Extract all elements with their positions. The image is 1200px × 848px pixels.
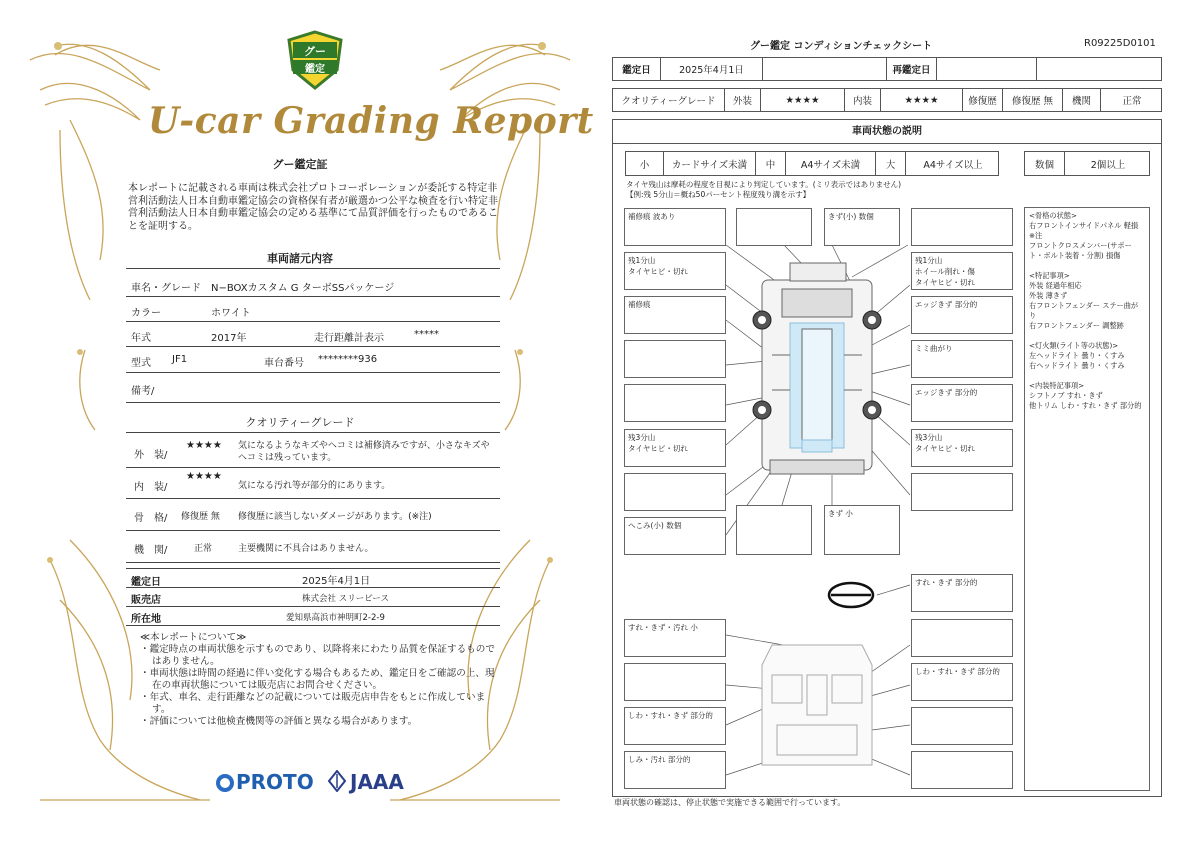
state-heading: 車両状態の説明	[613, 120, 1161, 144]
quality-row-exterior	[126, 432, 500, 468]
mileage-value: *****	[414, 329, 439, 340]
side-note-spacer	[1029, 371, 1145, 381]
name-label: 車名・グレード	[131, 283, 201, 294]
side-note: 右ヘッドライト 曇り・くすみ	[1029, 361, 1125, 370]
dealer-value: 株式会社 スリーピース	[302, 594, 389, 604]
jaaa-logo-icon	[328, 770, 346, 792]
engine-value: 正常	[1122, 96, 1142, 107]
spec-row-remarks	[126, 373, 500, 403]
spec-row-model	[126, 347, 500, 373]
ext-label: 外装	[725, 89, 761, 111]
side-note: ※注	[1029, 231, 1043, 240]
year-label: 年式	[131, 333, 151, 344]
side-note: 外装 経過年相応	[1029, 281, 1082, 290]
quality-heading: クオリティーグレード	[245, 416, 355, 429]
box-interior-left-2	[624, 663, 726, 701]
address-row	[126, 607, 500, 626]
quality-row-frame	[126, 499, 500, 531]
frame-value: 修復歴 無	[181, 512, 220, 522]
interior-label: 内 装/	[134, 482, 168, 493]
dealer-row	[126, 588, 500, 607]
color-value: ホワイト	[211, 308, 251, 319]
spec-row-year	[126, 322, 500, 347]
model-value: JF1	[172, 354, 188, 365]
engine-label: 機 関/	[134, 545, 168, 556]
side-note: 右フロントフェンダー 調整跡	[1029, 321, 1124, 330]
tire-rl-wear: 残3分山	[628, 433, 656, 442]
tire-rl-crack: タイヤヒビ・切れ	[628, 444, 688, 453]
frame-text: 修復歴に該当しないダメージがあります。(※注)	[238, 512, 432, 522]
tire-fr-crack: タイヤヒビ・切れ	[915, 278, 975, 287]
quality-row-engine	[126, 531, 500, 563]
side-note-spacer	[1029, 261, 1145, 271]
note-1: ・鑑定時点の車両状態を示すものであり、以降将来にわたり品質を保証するものではありません。	[140, 644, 495, 667]
box-right-tire-rear	[911, 429, 1013, 467]
tire-fl-wear: 残1分山	[628, 256, 656, 265]
box-right-fender: エッジきず 部分的	[911, 296, 1013, 334]
engine-label: 機関	[1063, 89, 1101, 111]
interior-stars: ★★★★	[186, 471, 222, 482]
qg-label: クオリティーグレード	[613, 89, 725, 111]
box-rear-center-right: きず 小	[824, 505, 900, 555]
name-value: N−BOXカスタム G ターボSSパッケージ	[211, 283, 395, 294]
box-rear-center-left	[736, 505, 812, 555]
box-interior-right-1	[911, 619, 1013, 657]
exterior-text: 気になるようなキズやヘコミは補修済みですが、小さなキズやヘコミは残っています。	[238, 441, 490, 463]
tire-note-1: タイヤ残山は摩耗の程度を目視により判定しています。(ミリ表示ではありません)	[626, 180, 902, 189]
proto-logo-icon	[216, 774, 234, 792]
report-title: U-car Grading Report	[148, 100, 594, 142]
address-value: 愛知県高浜市神明町2-2-9	[286, 613, 385, 623]
side-note: フロントクロスメンバー(サポート・ボルト装着・分割) 損傷	[1029, 241, 1132, 260]
side-note: 他トリム しわ・すれ・きず 部分的	[1029, 401, 1142, 410]
box-interior-left-3: しわ・すれ・きず 部分的	[624, 707, 726, 745]
interior-text: 気になる汚れ等が部分的にあります。	[238, 481, 391, 491]
quality-grade-row	[612, 88, 1162, 112]
box-front-center-right: きず(小) 数個	[824, 208, 900, 246]
size-large-desc: A4サイズ以上	[923, 159, 983, 171]
note-4: ・評価については他検査機関等の評価と異なる場合があります。	[140, 716, 418, 727]
jaaa-logo: JAAA	[350, 770, 404, 794]
box-interior-right-2: しわ・すれ・きず 部分的	[911, 663, 1013, 701]
side-note: <特記事項>	[1029, 271, 1070, 280]
box-left-door-front	[624, 340, 726, 378]
appraisal-date-label: 鑑定日	[131, 577, 161, 588]
size-legend	[625, 151, 999, 176]
tire-note-2: 【例:残 5分山＝概ね50パーセント程度残り溝を示す】	[626, 190, 811, 199]
side-note: 左ヘッドライト 曇り・くすみ	[1029, 351, 1125, 360]
tire-rr-wear: 残3分山	[915, 433, 943, 442]
box-right-door-rear: エッジきず 部分的	[911, 384, 1013, 422]
chassis-value: ********936	[318, 354, 378, 365]
box-interior-left-1: すれ・きず・汚れ 小	[624, 619, 726, 657]
repair-value: 修復歴 無	[1003, 89, 1063, 111]
address-label: 所在地	[131, 614, 161, 625]
side-note: シフトノブ すれ・きず	[1029, 391, 1103, 400]
box-front-center-left	[736, 208, 812, 246]
side-note: 右フロントフェンダー ステー曲がり	[1029, 301, 1139, 320]
box-front-left-top: 補修痕 波あり	[624, 208, 726, 246]
int-value: ★★★★	[881, 89, 963, 111]
int-label: 内装	[845, 89, 881, 111]
box-left-rear-quarter	[624, 473, 726, 511]
spec-row-name	[126, 268, 500, 297]
count-desc: 2個以上	[1090, 159, 1126, 171]
size-small: 小	[626, 152, 664, 175]
appraisal-date-row	[126, 568, 500, 588]
sheet-code: R09225D0101	[1084, 38, 1156, 49]
intro-text: 本レポートに記載される車両は株式会社プロトコーポレーションが委託する特定非営利活動法人日本自動車鑑定協会の資格保有者が厳選かつ公平な検査を行い特定非営利活動法人日本自動車鑑定協会の定める基準にて品質評価を行ったものであることを証明する。	[128, 183, 498, 232]
color-label: カラー	[131, 308, 161, 319]
date-value: 2025年4月1日	[661, 58, 763, 80]
quality-row-interior	[126, 468, 500, 499]
side-notes-panel	[1024, 207, 1150, 791]
box-right-door-front: ミミ曲がり	[911, 340, 1013, 378]
box-interior-right-3	[911, 707, 1013, 745]
box-rear-left: へこみ(小) 数個	[624, 517, 726, 555]
box-steering: すれ・きず 部分的	[911, 574, 1013, 612]
box-interior-right-4	[911, 751, 1013, 789]
box-front-right-top	[911, 208, 1013, 246]
size-medium: 中	[756, 152, 786, 175]
proto-logo: PROTO	[236, 770, 314, 794]
engine-text: 主要機関に不具合はありません。	[238, 544, 374, 554]
remarks-label: 備考/	[131, 386, 155, 397]
ext-value: ★★★★	[761, 89, 845, 111]
dealer-label: 販売店	[131, 595, 161, 606]
count-label: 数個	[1025, 152, 1065, 175]
box-left-door-rear	[624, 384, 726, 422]
tire-fl-crack: タイヤヒビ・切れ	[628, 267, 688, 276]
tire-rr-crack: タイヤヒビ・切れ	[915, 444, 975, 453]
footer-note: 車両状態の確認は、停止状態で実施できる範囲で行っています。	[614, 798, 846, 807]
side-note: 外装 薄きず	[1029, 291, 1068, 300]
size-medium-desc: A4サイズ未満	[786, 152, 876, 175]
size-small-desc: カードサイズ未満	[664, 152, 756, 175]
year-value: 2017年	[211, 333, 247, 344]
notes-title: ≪本レポートについて≫	[140, 632, 247, 643]
spec-row-color	[126, 297, 500, 322]
condition-check-sheet	[600, 0, 1200, 848]
count-legend	[1024, 151, 1150, 176]
size-large: 大	[876, 152, 906, 175]
tire-fr-wear: 残1分山	[915, 256, 943, 265]
exterior-label: 外 装/	[134, 450, 168, 461]
badge-top-text: グー	[304, 45, 326, 58]
badge-bottom-text: 鑑定	[305, 64, 325, 75]
side-note-spacer	[1029, 331, 1145, 341]
tire-fr-wheel: ホイール削れ・傷	[915, 267, 975, 276]
date-row	[612, 57, 1162, 81]
repair-label: 修復歴	[963, 89, 1003, 111]
note-3: ・年式、車名、走行距離などの記載については販売店申告をもとに作成しています。	[140, 692, 486, 715]
reappraisal-label: 再鑑定日	[887, 58, 937, 80]
frame-label: 骨 格/	[134, 513, 168, 524]
reappraisal-value	[937, 58, 1037, 80]
side-note: <内装特記事項>	[1029, 381, 1085, 390]
exterior-stars: ★★★★	[186, 440, 222, 451]
mileage-label: 走行距離計表示	[314, 333, 384, 344]
box-left-fender: 補修痕	[624, 296, 726, 334]
notes-section	[140, 632, 500, 728]
box-right-rear-quarter	[911, 473, 1013, 511]
model-label: 型式	[131, 358, 151, 369]
side-note: 右フロントインサイドパネル 軽損	[1029, 221, 1139, 230]
side-note: <灯火類(ライト等の状態)>	[1029, 341, 1119, 350]
engine-value: 正常	[194, 544, 213, 554]
chassis-label: 車台番号	[264, 358, 304, 369]
side-note: <骨格の状態>	[1029, 211, 1077, 220]
box-interior-left-4: しみ・汚れ 部分的	[624, 751, 726, 789]
spec-heading: 車両諸元内容	[267, 252, 333, 265]
box-right-tire-front	[911, 252, 1013, 290]
certificate-title: グー鑑定証	[272, 158, 328, 171]
date-empty	[763, 58, 887, 80]
date-label: 鑑定日	[613, 58, 661, 80]
appraisal-date-value: 2025年4月1日	[302, 576, 371, 587]
sheet-title: グー鑑定 コンディションチェックシート	[750, 41, 933, 52]
box-left-tire-front	[624, 252, 726, 290]
box-left-tire-rear	[624, 429, 726, 467]
note-2: ・車両状態は時間の経過に伴い変化する場合もあるため、鑑定日をご確認の上、現在の車両状態については販売店にお問合せください。	[140, 668, 495, 691]
